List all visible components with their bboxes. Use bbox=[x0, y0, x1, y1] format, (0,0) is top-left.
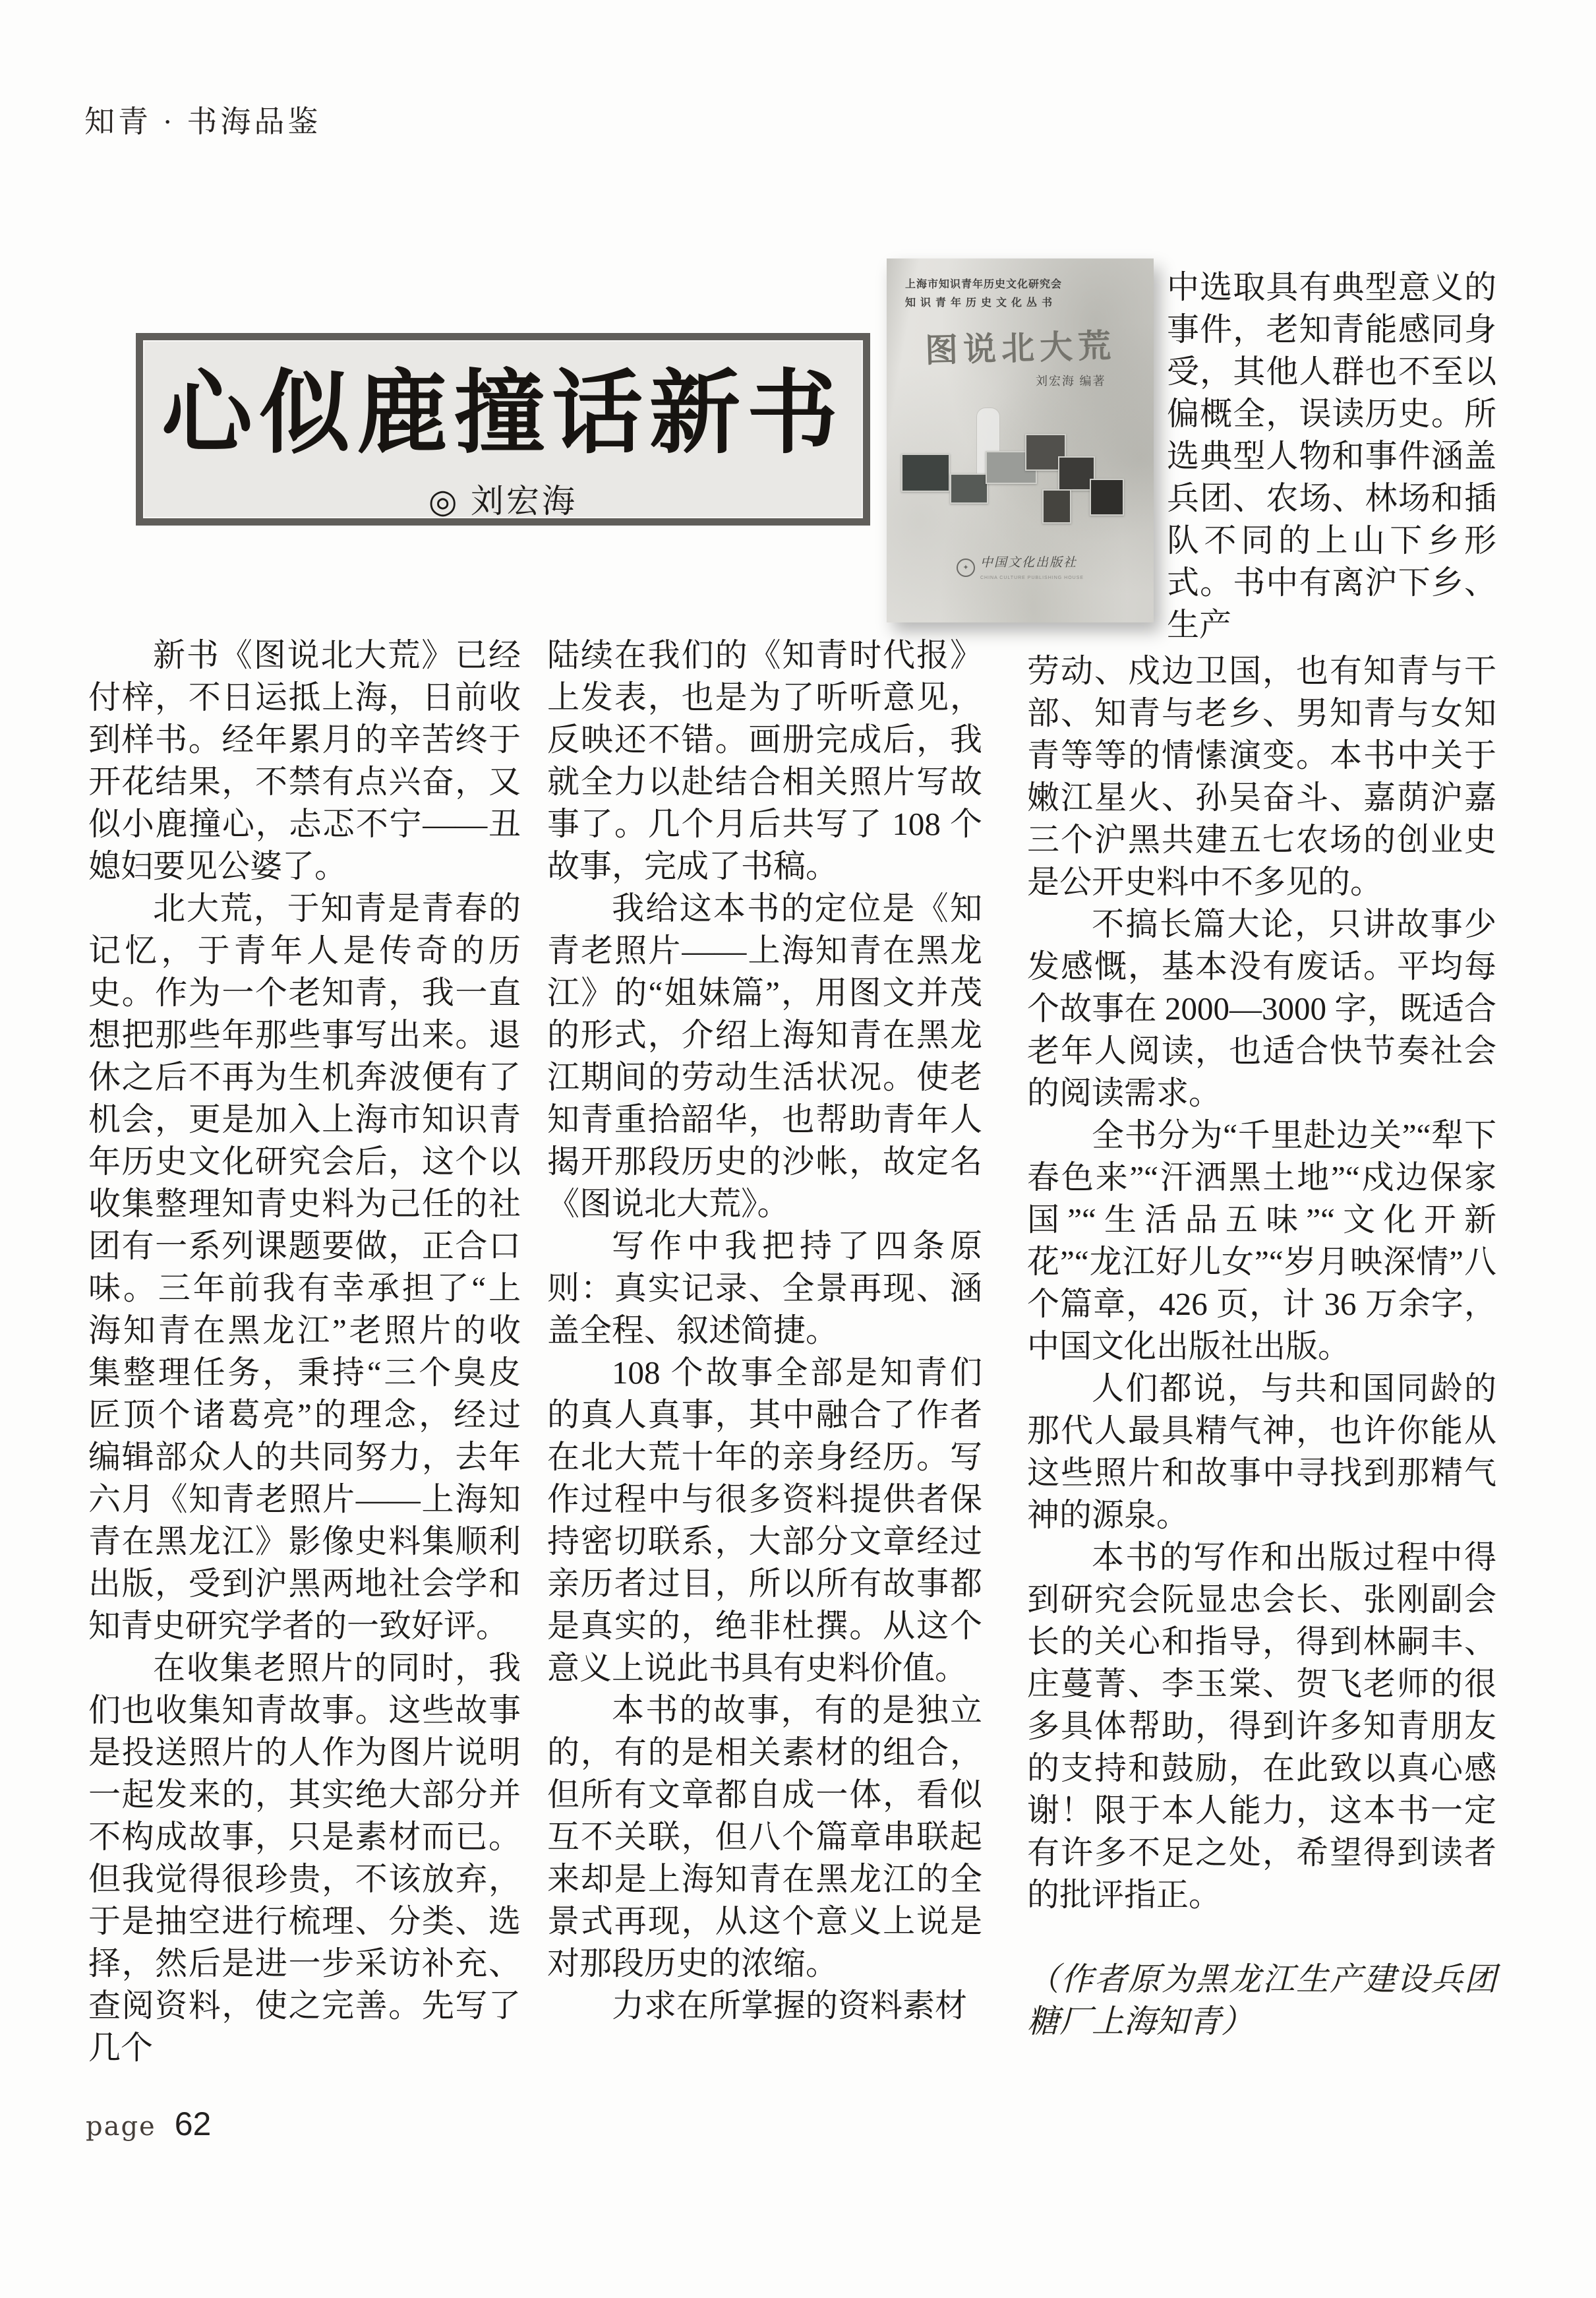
paragraph: 本书的写作和出版过程中得到研究会阮显忠会长、张刚副会长的关心和指导，得到林嗣丰、庄蔓菁、李玉棠、贺飞老师的很多具体帮助，得到许多知青朋友的支持和鼓励，在此致以真心感谢！限于本人能力，这本书一定有许多不足之处，希望得到读者的批评指正。 bbox=[1027, 1539, 1496, 1913]
article-title: 心似鹿撞话新书 bbox=[161, 363, 844, 464]
paragraph: 人们都说，与共和国同龄的那代人最具精气神，也许你能从这些照片和故事中寻找到那精气神的源泉。 bbox=[1027, 1370, 1496, 1533]
paragraph: 我给这本书的定位是《知青老照片——上海知青在黑龙江》的“姐妹篇”，用图文并茂的形式，介绍上海知青在黑龙江期间的劳动生活状况。使老知青重拾韶华，也帮助青年人揭开那段历史的沙帐，故定名《图说北大荒》。 bbox=[547, 890, 982, 1222]
paragraph: 新书《图说北大荒》已经付梓，不日运抵上海，日前收到样书。经年累月的辛苦终于开花结果，不禁有点兴奋，又似小鹿撞心，忐忑不宁——丑媳妇要见公婆了。 bbox=[88, 637, 521, 884]
paragraph: 在收集老照片的同时，我们也收集知青故事。这些故事是投送照片的人作为图片说明一起发来的，其实绝大部分并不构成故事，只是素材而已。但我觉得很珍贵，不该放弃，于是抽空进行梳理、分类、选择，然后是进一步采访补充、查阅资料，使之完善。先写了几个 bbox=[88, 1650, 521, 2066]
paragraph: 力求在所掌握的资料素材 bbox=[612, 1987, 968, 2024]
cover-photo-thumbnail bbox=[950, 473, 988, 504]
paragraph: 劳动、戍边卫国，也有知青与干部、知青与老乡、男知青与女知青等等的情愫演变。本书中关于嫩江星火、孙吴奋斗、嘉荫沪嘉三个沪黑共建五七农场的创业史是公开史料中不多见的。 bbox=[1027, 653, 1496, 900]
article-byline: ◎ 刘宏海 bbox=[428, 483, 578, 520]
paragraph: 陆续在我们的《知青时代报》上发表，也是为了听听意见，反映还不错。画册完成后，我就全力以赴结合相关照片写故事了。几个月后共写了 108 个故事，完成了书稿。 bbox=[547, 637, 982, 884]
page-footer bbox=[86, 2105, 211, 2143]
paragraph: 写作中我把持了四条原则：真实记录、全景再现、涵盖全程、叙述简捷。 bbox=[547, 1228, 982, 1348]
paragraph: 不搞长篇大论，只讲故事少发感慨，基本没有废话。平均每个故事在 2000—3000 字，既适合老年人阅读，也适合快节奏社会的阅读需求。 bbox=[1027, 906, 1496, 1111]
column-2 bbox=[547, 634, 982, 2027]
cover-photo-thumbnail bbox=[1090, 479, 1124, 516]
paragraph: 全书分为“千里赴边关”“犁下春色来”“汗洒黑土地”“戍边保家国”“生活品五味”“文化开新花”“龙江好儿女”“岁月映深情”八个篇章，426 页，计 36 万余字，中国文化出版社出版。 bbox=[1027, 1117, 1496, 1364]
article-title-box bbox=[136, 333, 870, 526]
footer-page-number: 62 bbox=[174, 2105, 212, 2142]
publisher-name: 中国文化出版社 bbox=[980, 556, 1077, 570]
paragraph: 中选取具有典型意义的事件，老知青能感同身受，其他人群也不至以偏概全，误读历史。所选典型人物和事件涵盖兵团、农场、林场和插队不同的上山下乡形式。书中有离沪下乡、生产 bbox=[1167, 269, 1496, 643]
book-cover-image bbox=[887, 258, 1154, 622]
cover-photo-thumbnail bbox=[1042, 489, 1071, 524]
publisher-logo-icon: ✦ bbox=[957, 559, 975, 577]
cover-photo-thumbnail bbox=[901, 454, 950, 492]
footer-label: page bbox=[86, 2111, 156, 2142]
cover-title: 图说北大荒 bbox=[924, 327, 1117, 369]
column-3 bbox=[1027, 650, 1496, 2043]
column-3-top bbox=[1167, 266, 1496, 650]
column-1 bbox=[88, 634, 521, 2069]
cover-series-line1: 上海市知识青年历史文化研究会 bbox=[905, 279, 1063, 290]
publisher-block bbox=[887, 553, 1154, 582]
paragraph: 108 个故事全部是知青们的真人真事，其中融合了作者在北大荒十年的亲身经历。写作过程中与很多资料提供者保持密切联系，大部分文章经过亲历者过目，所以所有故事都是真实的，绝非杜撰。从这个意义上说此书具有史料价值。 bbox=[547, 1354, 982, 1686]
author-attribution: （作者原为黑龙江生产建设兵团糖厂上海知青） bbox=[1027, 1960, 1496, 2040]
publisher-caption: CHINA CULTURE PUBLISHING HOUSE bbox=[980, 576, 1084, 580]
cover-author-credit: 刘宏海 编著 bbox=[1036, 375, 1106, 388]
cover-series-line2: 知识青年历史文化丛书 bbox=[905, 297, 1057, 309]
paragraph: 本书的故事，有的是独立的，有的是相关素材的组合，但所有文章都自成一体，看似互不关联，但八个篇章串联起来却是上海知青在黑龙江的全景式再现，从这个意义上说是对那段历史的浓缩。 bbox=[547, 1692, 982, 1981]
section-header: 知青 · 书海品鉴 bbox=[84, 105, 322, 138]
paragraph: 北大荒，于知青是青春的记忆，于青年人是传奇的历史。作为一个老知青，我一直想把那些年那些事写出来。退休之后不再为生机奔波便有了机会，更是加入上海市知识青年历史文化研究会后，这个以收集整理知青史料为己任的社团有一系列课题要做，正合口味。三年前我有幸承担了“上海知青在黑龙江”老照片的收集整理任务，秉持“三个臭皮匠顶个诸葛亮”的理念，经过编辑部众人的共同努力，去年六月《知青老照片——上海知青在黑龙江》影像史料集顺利出版，受到沪黑两地社会学和知青史研究学者的一致好评。 bbox=[88, 890, 521, 1644]
